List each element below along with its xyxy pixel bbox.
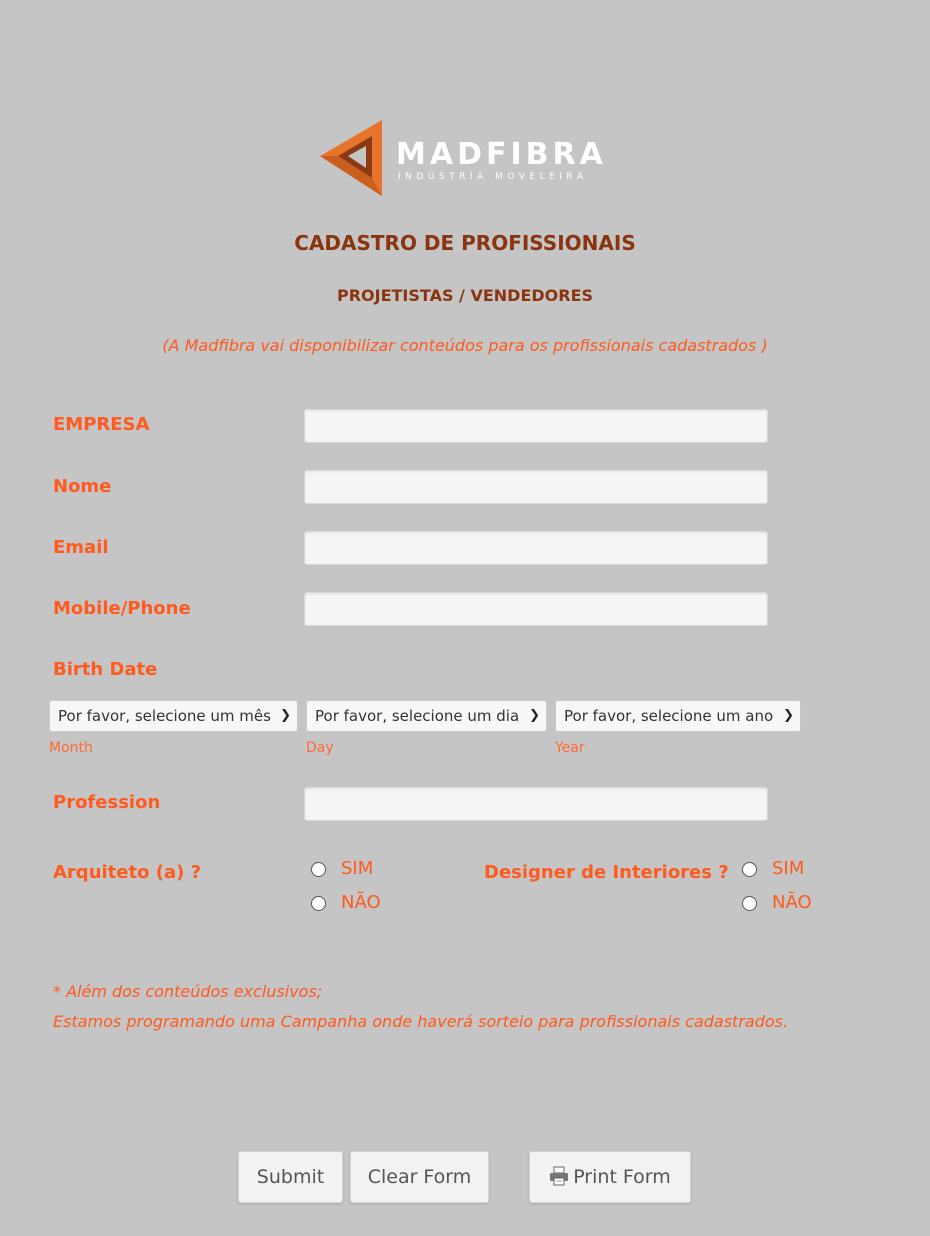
arquiteto-nao-radio[interactable] (311, 896, 326, 911)
nome-input[interactable] (304, 470, 768, 504)
email-input[interactable] (304, 531, 768, 565)
designer-sim-label[interactable]: SIM (772, 858, 805, 879)
arquiteto-sim-radio[interactable] (311, 862, 326, 877)
page-title: CADASTRO DE PROFISSIONAIS (294, 231, 636, 255)
arquiteto-label: Arquiteto (a) ? (53, 862, 202, 883)
year-select-value: Por favor, selecione um ano (564, 707, 774, 725)
logo-tagline: INDÚSTRIA MOVELEIRA (398, 172, 588, 182)
logo-name: MADFIBRA (396, 137, 607, 172)
page-subtitle: PROJETISTAS / VENDEDORES (336, 286, 594, 305)
arquiteto-nao-label[interactable]: NÃO (341, 892, 381, 913)
year-sublabel: Year (555, 740, 585, 756)
month-select-value: Por favor, selecione um mês (58, 707, 271, 725)
designer-sim-radio[interactable] (742, 862, 757, 877)
footer-note-1: * Além dos conteúdos exclusivos; (53, 982, 323, 1001)
arquiteto-sim-label[interactable]: SIM (341, 858, 374, 879)
chevron-down-icon: ❯ (529, 708, 540, 723)
birth-date-label: Birth Date (53, 659, 158, 680)
phone-label: Mobile/Phone (53, 598, 191, 619)
month-select[interactable] (49, 700, 298, 732)
empresa-input[interactable] (304, 409, 768, 443)
madfibra-logo (316, 118, 616, 200)
phone-input[interactable] (304, 592, 768, 626)
profession-input[interactable] (304, 787, 768, 821)
chevron-down-icon: ❯ (280, 708, 291, 723)
designer-nao-radio[interactable] (742, 896, 757, 911)
nome-label: Nome (53, 476, 112, 497)
email-label: Email (53, 537, 109, 558)
chevron-down-icon: ❯ (783, 708, 794, 723)
printer-icon (549, 1166, 569, 1186)
print-form-button[interactable] (529, 1151, 691, 1203)
designer-nao-label[interactable]: NÃO (772, 892, 812, 913)
clear-form-button[interactable]: Clear Form (350, 1151, 489, 1203)
profession-label: Profession (53, 792, 161, 813)
page-note: (A Madfibra vai disponibilizar conteúdos para os profissionais cadastrados ) (162, 336, 768, 355)
logo-triangle-icon (316, 118, 386, 200)
day-select-value: Por favor, selecione um dia (315, 707, 520, 725)
day-select[interactable] (306, 700, 547, 732)
submit-button[interactable]: Submit (238, 1151, 343, 1203)
print-form-label: Print Form (573, 1166, 671, 1188)
footer-note-2: Estamos programando uma Campanha onde haverá sorteio para profissionais cadastrados. (53, 1012, 789, 1031)
day-sublabel: Day (306, 740, 334, 756)
year-select[interactable] (555, 700, 801, 732)
empresa-label: EMPRESA (53, 414, 150, 435)
month-sublabel: Month (49, 740, 93, 756)
designer-label: Designer de Interiores ? (484, 862, 729, 883)
